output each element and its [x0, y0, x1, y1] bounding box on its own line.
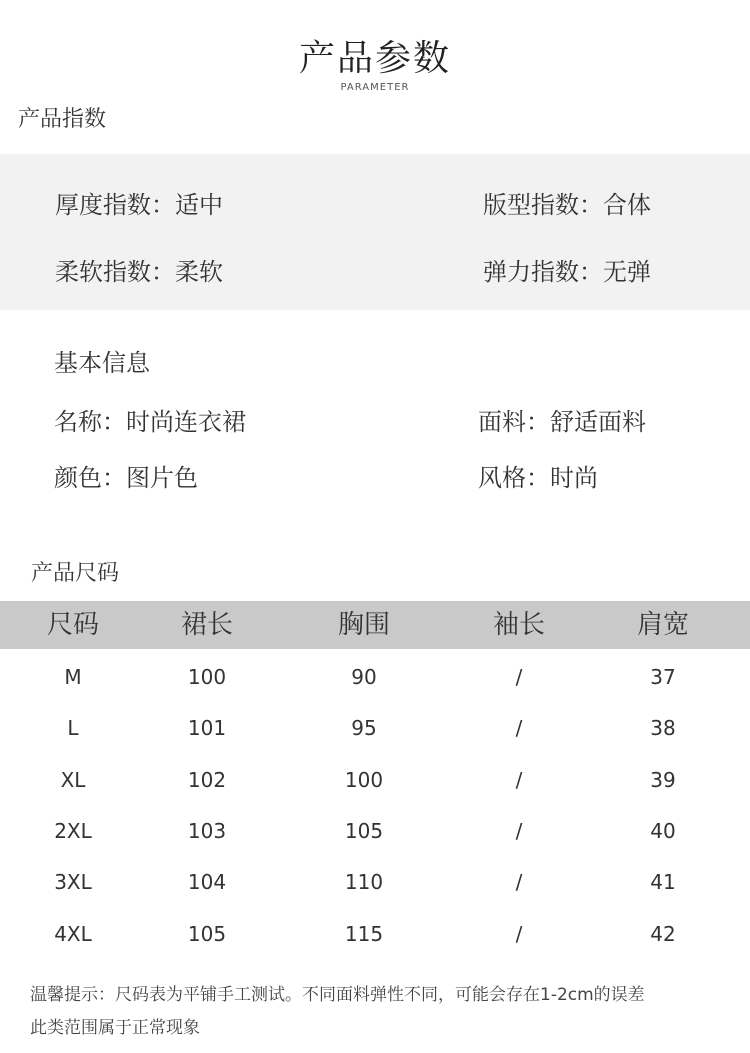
index-section-label: 产品指数 [18, 107, 107, 132]
size-note-line-2: 此类范围属于正常现象 [30, 1018, 200, 1038]
index-panel [0, 154, 750, 310]
cell-sleeve: / [515, 922, 523, 946]
table-row [0, 857, 750, 908]
cell-shoulder: 40 [650, 819, 676, 843]
page-title: 产品参数 [298, 38, 451, 79]
softness-index: 柔软指数：柔软 [55, 258, 223, 286]
cell-size: M [64, 665, 82, 689]
cell-bust: 100 [344, 768, 384, 792]
table-row [0, 755, 750, 806]
cell-sleeve: / [515, 665, 523, 689]
size-section-label: 产品尺码 [31, 561, 120, 586]
table-row [0, 652, 750, 703]
cell-sleeve: / [515, 768, 523, 792]
cell-shoulder: 38 [650, 716, 676, 740]
info-color: 颜色：图片色 [54, 464, 198, 492]
thickness-index: 厚度指数：适中 [55, 191, 223, 219]
cell-bust: 115 [344, 922, 384, 946]
cell-size: XL [60, 768, 86, 792]
cell-length: 100 [187, 665, 227, 689]
cell-bust: 105 [344, 819, 384, 843]
cell-shoulder: 37 [650, 665, 676, 689]
info-style: 风格：时尚 [478, 464, 598, 492]
column-header-length: 裙长 [180, 610, 234, 640]
cell-shoulder: 41 [650, 870, 676, 894]
basic-info-label: 基本信息 [54, 349, 150, 377]
cell-length: 103 [187, 819, 227, 843]
cell-sleeve: / [515, 819, 523, 843]
cell-size: 3XL [54, 870, 92, 894]
cell-bust: 90 [351, 665, 377, 689]
cell-size: L [67, 716, 79, 740]
cell-size: 4XL [54, 922, 92, 946]
cell-bust: 95 [351, 716, 377, 740]
size-table-header [0, 601, 750, 649]
elasticity-index: 弹力指数：无弹 [483, 258, 651, 286]
cell-length: 105 [187, 922, 227, 946]
column-header-sleeve: 袖长 [492, 610, 546, 640]
cell-size: 2XL [54, 819, 92, 843]
cell-length: 101 [187, 716, 227, 740]
cell-length: 102 [187, 768, 227, 792]
table-row [0, 909, 750, 960]
cell-shoulder: 42 [650, 922, 676, 946]
info-fabric: 面料：舒适面料 [478, 408, 646, 436]
fit-index: 版型指数：合体 [483, 191, 651, 219]
column-header-shoulder: 肩宽 [636, 610, 690, 640]
cell-bust: 110 [344, 870, 384, 894]
cell-length: 104 [187, 870, 227, 894]
column-header-size: 尺码 [46, 610, 100, 640]
cell-sleeve: / [515, 870, 523, 894]
cell-sleeve: / [515, 716, 523, 740]
size-note-line-1: 温馨提示：尺码表为平铺手工测试。不同面料弹性不同，可能会存在1-2cm的误差 [30, 985, 645, 1005]
info-name: 名称：时尚连衣裙 [54, 408, 246, 436]
cell-shoulder: 39 [650, 768, 676, 792]
table-row [0, 806, 750, 857]
page-subtitle: PARAMETER [340, 82, 410, 93]
table-row [0, 703, 750, 754]
column-header-bust: 胸围 [337, 610, 391, 640]
